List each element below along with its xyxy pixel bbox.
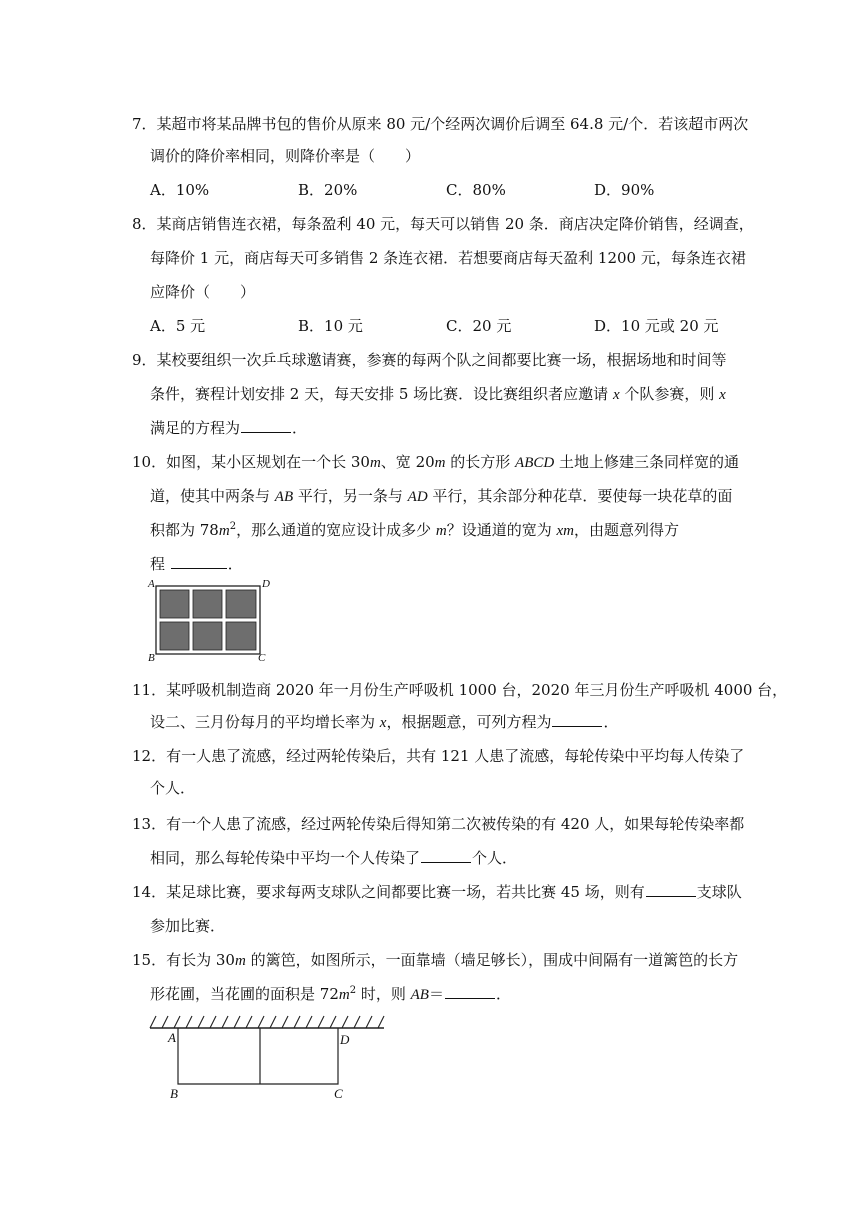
q15-line1 [132, 950, 738, 971]
q8-option-d: D．10 元或 20 元 [594, 317, 719, 335]
q8-option-b: B．10 元 [298, 317, 363, 335]
q7-line2: 调价的降价率相同，则降价率是（ ） [150, 147, 421, 165]
q9-text-line2a: 条件，赛程计划安排 2 天，每天安排 5 场比赛．设比赛组织者应邀请 [150, 385, 613, 403]
q15-line2 [150, 984, 511, 1005]
q11-text-2c: ． [603, 713, 619, 731]
q13-text-2a: 相同，那么每轮传染中平均一个人传染了 [150, 849, 421, 867]
q14-line2: 参加比赛． [150, 917, 226, 935]
q9-text-line3a: 满足的方程为 [150, 419, 241, 437]
q10-label-a: A [148, 578, 155, 590]
q10-text-2a: 道，使其中两条与 [150, 487, 275, 505]
q15-figure-svg [146, 1012, 396, 1104]
q9-var-x2: x [719, 387, 726, 403]
q9-line3 [150, 418, 307, 438]
q9-line1 [132, 350, 727, 370]
q15-text-2b: 时，则 [356, 985, 411, 1003]
q9-text-line3b: ． [292, 419, 308, 437]
q15-text-1a: 有长为 30 [166, 951, 235, 969]
q10-plot-5 [193, 622, 222, 650]
q11-line2 [150, 712, 618, 733]
q13-text-line1: 有一个人患了流感，经过两轮传染后得知第二次被传染的有 420 人，如果每轮传染率都 [166, 815, 745, 833]
q13-line1 [132, 814, 744, 834]
q10-text-1b: 、宽 20 [380, 453, 435, 471]
q10-text-4a: 程 [150, 555, 170, 573]
q14-text-1a: 某足球比赛，要求每两支球队之间都要比赛一场，若共比赛 45 场，则有 [166, 883, 645, 901]
q15-text-2d: ． [495, 985, 511, 1003]
q15-label-c: C [334, 1086, 343, 1101]
q7-option-b: B．20% [298, 181, 358, 199]
q10-text-1d: 土地上修建三条同样宽的通 [554, 453, 739, 471]
q11-number: 11． [132, 681, 167, 699]
q13-answer-blank[interactable] [421, 848, 471, 863]
q10-label-b: B [148, 652, 155, 664]
q7-option-d: D．90% [594, 181, 655, 199]
q11-var-x: x [379, 715, 387, 731]
q10-sup2: 2 [229, 521, 237, 532]
q12-line2: 个人． [150, 779, 196, 797]
q7-number: 7． [132, 115, 157, 133]
q11-text-2b: ，根据题意，可列方程为 [386, 713, 552, 731]
q13-text-2b: 个人． [472, 849, 518, 867]
q10-text-3c: ？设通道的宽为 [446, 521, 557, 539]
q11-answer-blank[interactable] [552, 712, 602, 727]
q10-plot-6 [226, 622, 256, 650]
q10-text-3a: 积都为 78 [150, 521, 219, 539]
q10-plot-2 [193, 590, 222, 618]
q14-text-1b: 支球队 [696, 883, 742, 901]
q7-text-line1: 某超市将某品牌书包的售价从原来 80 元/个经两次调价后调至 64.8 元/个．若该超市两次 [156, 115, 749, 133]
q15-text-2a: 形花圃，当花圃的面积是 72 [150, 985, 339, 1003]
q15-text-1b: 的篱笆，如图所示，一面靠墙（墙足够长），围成中间隔有一道篱笆的长方 [245, 951, 739, 969]
q8-line2: 每降价 1 元，商店每天可多销售 2 条连衣裙．若想要商店每天盈利 1200 元，每条连衣裙 [150, 249, 746, 267]
q10-abcd: ABCD [515, 455, 555, 471]
q7-option-c: C．80% [446, 181, 506, 199]
q10-line4 [150, 554, 243, 574]
q8-option-c: C．20 元 [446, 317, 512, 335]
q8-line3: 应降价（ ） [150, 283, 256, 301]
q10-text-1c: 的长方形 [445, 453, 516, 471]
q15-sup2: 2 [349, 985, 357, 996]
q10-line1 [132, 452, 739, 473]
q15-ab: AB [410, 987, 429, 1003]
q10-text-2c: 平行，其余部分种花草．要使每一块花草的面 [427, 487, 733, 505]
q10-text-3b: ，那么通道的宽应设计成多少 [236, 521, 436, 539]
q9-line2 [150, 384, 726, 405]
q15-label-b: B [170, 1086, 178, 1101]
q10-plot-4 [160, 622, 189, 650]
q14-answer-blank[interactable] [646, 882, 696, 897]
q7-line1 [132, 114, 748, 134]
q10-number: 10． [132, 453, 167, 471]
q10-label-d: D [262, 578, 270, 590]
q15-text-2c: ＝ [428, 985, 444, 1003]
q7-option-a: A．10% [150, 181, 210, 199]
q10-text-4b: ． [227, 555, 243, 573]
q8-text-line1: 某商店销售连衣裙，每条盈利 40 元，每天可以销售 20 条．商店决定降价销售，经调查， [156, 215, 754, 233]
q15-figure [146, 1012, 396, 1104]
q9-text-line1: 某校要组织一次乒乓球邀请赛，参赛的每两个队之间都要比赛一场，根据场地和时间等 [156, 351, 727, 369]
q10-plot-3 [226, 590, 256, 618]
q10-unit-m2: m [434, 455, 446, 471]
q10-figure [146, 580, 276, 666]
q10-unit-m3: m [218, 523, 230, 539]
q15-unit-m2: m [338, 987, 350, 1003]
q10-answer-blank[interactable] [171, 554, 227, 569]
q10-label-c: C [258, 652, 266, 664]
q15-label-d: D [340, 1032, 350, 1047]
q13-line2 [150, 848, 517, 868]
q11-text-2a: 设二、三月份每月的平均增长率为 [150, 713, 380, 731]
q15-number: 15． [132, 951, 167, 969]
q15-wall-hatching [150, 1016, 384, 1028]
q12-text-line1: 有一人患了流感，经过两轮传染后，共有 121 人患了流感，每轮传染中平均每人传染了 [166, 747, 745, 765]
q14-number: 14． [132, 883, 167, 901]
q9-number: 9． [132, 351, 157, 369]
q8-line1 [132, 214, 754, 234]
q10-text-3d: ，由题意列得方 [573, 521, 679, 539]
q11-line1 [132, 680, 787, 700]
q15-unit-m: m [234, 953, 246, 969]
q13-number: 13． [132, 815, 167, 833]
q10-ad: AD [407, 489, 428, 505]
q10-text-1a: 如图，某小区规划在一个长 30 [166, 453, 370, 471]
q9-var-x: x [612, 387, 620, 403]
q15-label-a: A [168, 1030, 176, 1045]
q9-text-line2b: 个队参赛，则 [619, 385, 720, 403]
q15-fence [178, 1028, 338, 1084]
q10-xm: xm [556, 523, 574, 539]
q10-ab: AB [274, 489, 294, 505]
q14-line1 [132, 882, 742, 902]
q11-text-line1: 某呼吸机制造商 2020 年一月份生产呼吸机 1000 台，2020 年三月份生产呼吸机 4000 台， [166, 681, 788, 699]
q10-unit-m: m [369, 455, 381, 471]
q12-number: 12． [132, 747, 167, 765]
q12-line1 [132, 746, 744, 766]
q10-unit-m4: m [435, 523, 447, 539]
q10-text-2b: 平行，另一条与 [293, 487, 408, 505]
q10-line3 [150, 520, 679, 541]
q15-answer-blank[interactable] [445, 984, 495, 999]
q9-answer-blank[interactable] [241, 418, 291, 433]
q10-plot-1 [160, 590, 189, 618]
q10-line2 [150, 486, 732, 507]
q10-figure-svg [146, 580, 276, 666]
q8-number: 8． [132, 215, 157, 233]
q8-option-a: A．5 元 [150, 317, 206, 335]
